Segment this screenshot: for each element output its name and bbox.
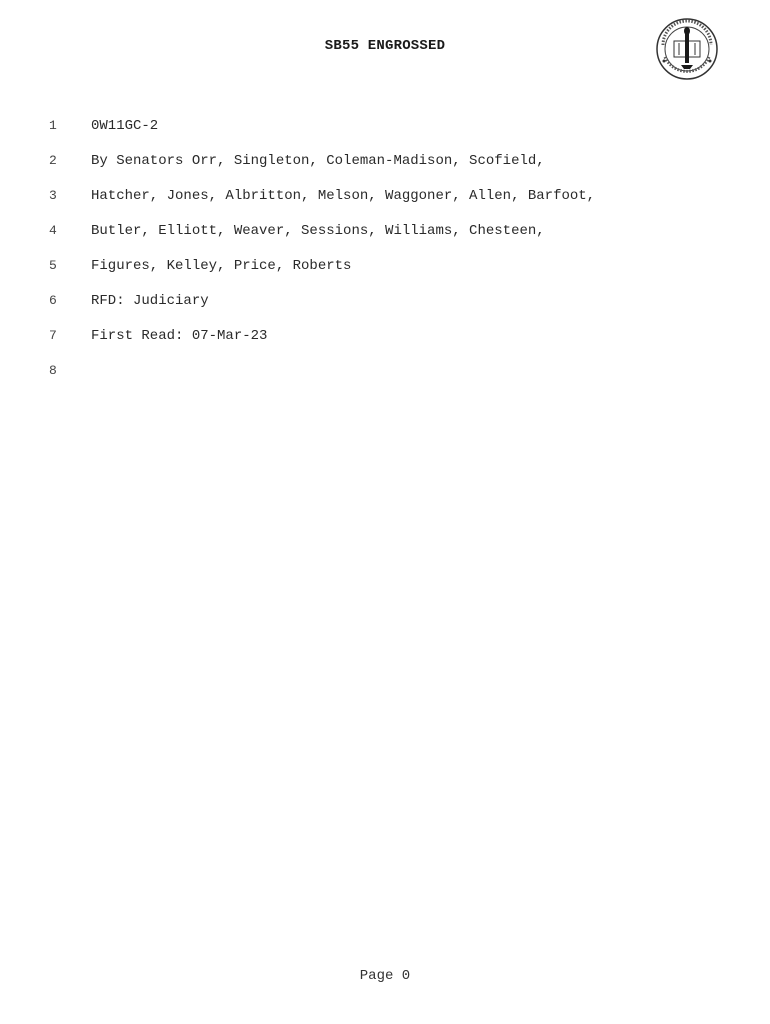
document-line [0,186,770,206]
line-number: 1 [49,118,57,133]
line-number: 6 [49,293,57,308]
document-line [0,256,770,276]
line-text: 0W11GC-2 [91,118,159,134]
document-line [0,221,770,241]
line-text: By Senators Orr, Singleton, Coleman-Madison, Scofield, [91,153,545,169]
line-text: Hatcher, Jones, Albritton, Melson, Waggoner, Allen, Barfoot, [91,188,596,204]
line-number: 7 [49,328,57,343]
document-line [0,326,770,346]
line-number: 3 [49,188,57,203]
document-line [0,151,770,171]
document-line [0,116,770,136]
document-title: SB55 ENGROSSED [324,38,446,54]
document-line [0,291,770,311]
line-text: Butler, Elliott, Weaver, Sessions, Williams, Chesteen, [91,223,545,239]
line-number: 4 [49,223,57,238]
alabama-state-seal-icon [655,17,719,81]
document-line [0,361,770,381]
line-text: First Read: 07-Mar-23 [91,328,268,344]
page-number: Page 0 [359,968,411,984]
line-number: 5 [49,258,57,273]
line-number: 8 [49,363,57,378]
line-text: RFD: Judiciary [91,293,209,309]
line-text: Figures, Kelley, Price, Roberts [91,258,352,274]
line-number: 2 [49,153,57,168]
